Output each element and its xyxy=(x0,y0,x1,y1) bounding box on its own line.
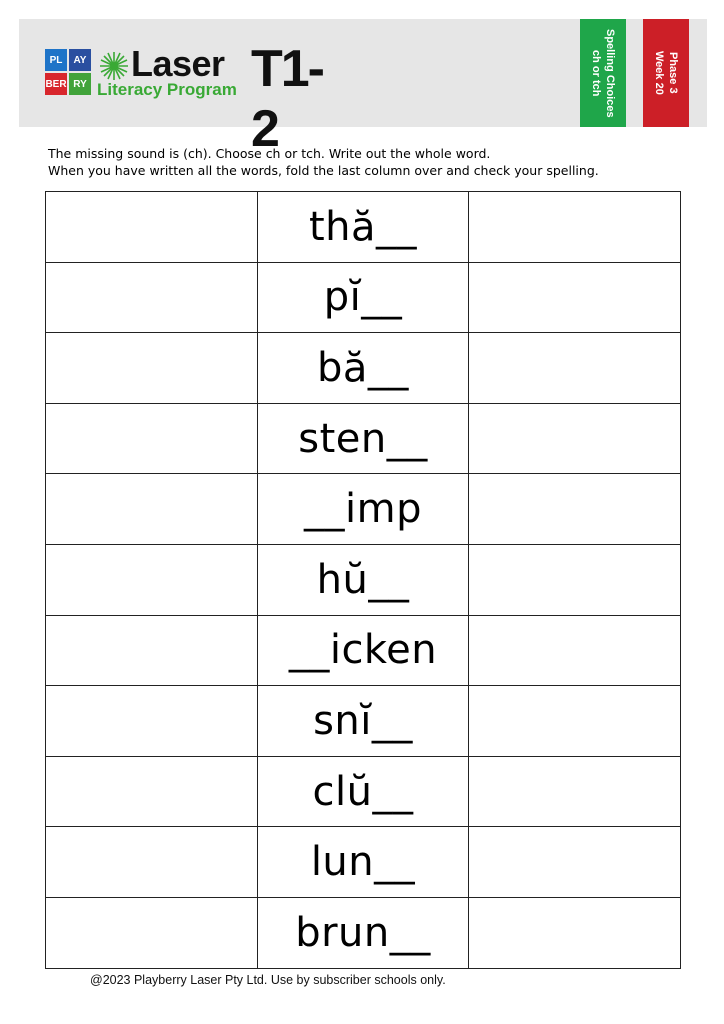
word-cell: pĭ__ xyxy=(257,262,469,333)
check-cell[interactable] xyxy=(469,756,681,827)
answer-cell[interactable] xyxy=(46,756,258,827)
answer-cell[interactable] xyxy=(46,897,258,968)
answer-cell[interactable] xyxy=(46,403,258,474)
table-row xyxy=(46,474,681,545)
check-cell[interactable] xyxy=(469,827,681,898)
word-cell: sten__ xyxy=(257,403,469,474)
topic-title: Spelling Choices xyxy=(604,28,616,118)
check-cell[interactable] xyxy=(469,262,681,333)
answer-cell[interactable] xyxy=(46,686,258,757)
word-cell: thă__ xyxy=(257,192,469,263)
table-row xyxy=(46,544,681,615)
puzzle-piece: BER xyxy=(45,73,67,95)
playberry-puzzle-icon xyxy=(45,49,91,95)
word-cell: hŭ__ xyxy=(257,544,469,615)
check-cell[interactable] xyxy=(469,192,681,263)
instruction-line: When you have written all the words, fold the last column over and check your spelling. xyxy=(48,163,599,178)
word-cell: snĭ__ xyxy=(257,686,469,757)
level-label: T1-2 xyxy=(251,40,323,158)
table-row xyxy=(46,192,681,263)
spelling-table xyxy=(45,191,681,969)
program-name: Literacy Program xyxy=(97,80,237,99)
check-cell[interactable] xyxy=(469,897,681,968)
answer-cell[interactable] xyxy=(46,192,258,263)
table-row xyxy=(46,403,681,474)
answer-cell[interactable] xyxy=(46,827,258,898)
puzzle-piece: AY xyxy=(69,49,91,71)
table-row xyxy=(46,615,681,686)
answer-cell[interactable] xyxy=(46,615,258,686)
word-cell: __imp xyxy=(257,474,469,545)
instructions xyxy=(48,145,688,179)
check-cell[interactable] xyxy=(469,333,681,404)
table-row xyxy=(46,262,681,333)
instruction-line: The missing sound is (ch). Choose ch or tch. Write out the whole word. xyxy=(48,146,491,161)
puzzle-piece: RY xyxy=(69,73,91,95)
check-cell[interactable] xyxy=(469,403,681,474)
check-cell[interactable] xyxy=(469,686,681,757)
table-row xyxy=(46,897,681,968)
table-row xyxy=(46,686,681,757)
phase-label: Phase 3 xyxy=(667,52,679,94)
word-cell: lun__ xyxy=(257,827,469,898)
answer-cell[interactable] xyxy=(46,544,258,615)
laser-burst-icon xyxy=(99,51,129,81)
table-row xyxy=(46,333,681,404)
table-row xyxy=(46,827,681,898)
word-cell: brun__ xyxy=(257,897,469,968)
answer-cell[interactable] xyxy=(46,474,258,545)
check-cell[interactable] xyxy=(469,615,681,686)
answer-cell[interactable] xyxy=(46,262,258,333)
word-cell: clŭ__ xyxy=(257,756,469,827)
topic-tab xyxy=(580,19,626,127)
brand-name: Laser xyxy=(131,43,225,84)
check-cell[interactable] xyxy=(469,544,681,615)
phase-tab xyxy=(643,19,689,127)
copyright-footer: @2023 Playberry Laser Pty Ltd. Use by subscriber schools only. xyxy=(90,973,446,987)
word-cell: bă__ xyxy=(257,333,469,404)
table-row xyxy=(46,756,681,827)
answer-cell[interactable] xyxy=(46,333,258,404)
puzzle-piece: PL xyxy=(45,49,67,71)
word-cell: __icken xyxy=(257,615,469,686)
topic-subtitle: ch or tch xyxy=(590,49,602,97)
check-cell[interactable] xyxy=(469,474,681,545)
week-label: Week 20 xyxy=(653,51,665,95)
